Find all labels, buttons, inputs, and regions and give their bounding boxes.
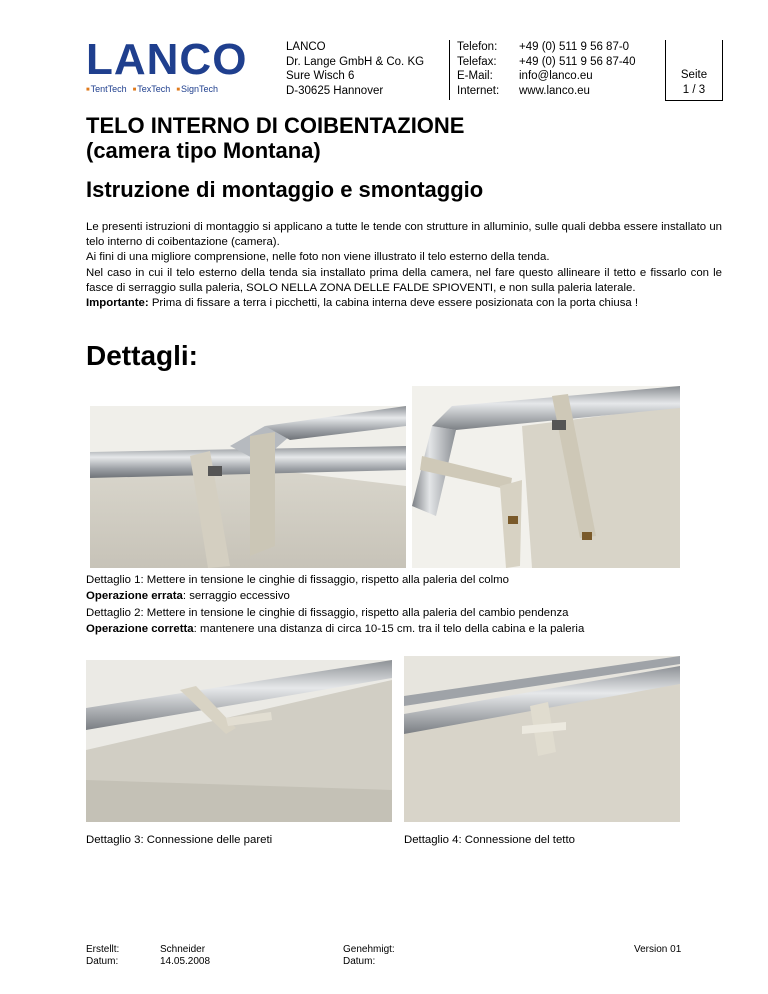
footer-labels xyxy=(86,944,119,968)
approved-date-label: Datum: xyxy=(343,956,376,967)
date-label: Datum: xyxy=(86,956,119,967)
logo-tag-tenttech: ■ TentTech xyxy=(86,84,127,94)
caption-detail-4: Dettaglio 4: Connessione del tetto xyxy=(404,834,575,846)
photo-detail-4 xyxy=(404,656,680,822)
document-title xyxy=(86,113,464,163)
header-divider xyxy=(665,100,723,101)
title-line-1: TELO INTERNO DI COIBENTAZIONE xyxy=(86,113,465,138)
caption-detail-1: Dettaglio 1: Mettere in tensione le cinghie di fissaggio, rispetto alla paleria del colmo xyxy=(86,574,509,586)
approved-label: Genehmigt: xyxy=(343,944,395,955)
created-value: Schneider xyxy=(160,944,206,955)
caption-detail-2: Dettaglio 2: Mettere in tensione le cinghie di fissaggio, rispetto alla paleria del cambio pendenza xyxy=(86,606,569,619)
website-link[interactable]: www.lanco.eu xyxy=(519,84,590,97)
footer-approval xyxy=(343,944,395,968)
paragraph: Nel caso in cui il telo esterno della tenda sia installato prima della camera, nel fare questo allineare il tetto e fissarlo con le fasce di serraggio sulla paleria, SOLO NELLA ZONA DELLE FALDE SPIOVENTI, e non sulla paleria laterale. xyxy=(86,266,722,294)
logo-tag-textech: ■ TexTech xyxy=(133,84,171,94)
important-note xyxy=(86,296,722,311)
correct-label: Operazione corretta xyxy=(86,622,194,635)
wrong-label: Operazione errata xyxy=(86,590,183,603)
important-label: Importante: xyxy=(86,297,149,310)
header-divider xyxy=(665,40,666,100)
contact-label: Internet: xyxy=(457,84,500,97)
header-divider xyxy=(449,40,450,100)
address-line: Dr. Lange GmbH & Co. KG xyxy=(286,55,425,68)
footer-values xyxy=(160,944,210,968)
paragraph: Le presenti istruzioni di montaggio si applicano a tutte le tende con strutture in alluminio, sulle quali debba essere installato un telo interno di coibentazione (camera). xyxy=(86,221,722,249)
photo-detail-3 xyxy=(86,660,392,822)
correct-text: : mantenere una distanza di circa 10-15 cm. tra il telo della cabina e la paleria xyxy=(193,622,585,635)
contact-values xyxy=(519,40,635,98)
phone-value: +49 (0) 511 9 56 87-0 xyxy=(519,41,630,53)
version-label: Version 01 xyxy=(634,944,682,955)
header-divider xyxy=(722,40,723,100)
details-heading: Dettagli: xyxy=(86,340,198,371)
intro-text xyxy=(86,220,722,311)
caption-wrong-operation xyxy=(86,588,584,604)
wrong-text: : serraggio eccessivo xyxy=(182,590,290,603)
page-label: Seite xyxy=(680,69,708,81)
email-link[interactable]: info@lanco.eu xyxy=(519,70,593,83)
page-indicator xyxy=(668,68,720,97)
photo-detail-1 xyxy=(90,406,406,568)
contact-labels xyxy=(457,40,499,98)
address-line: LANCO xyxy=(286,41,326,53)
caption-correct-operation xyxy=(86,621,584,637)
company-address xyxy=(286,40,424,98)
important-text: Prima di fissare a terra i picchetti, la cabina interna deve essere posizionata con la porta chiusa ! xyxy=(148,297,639,310)
created-label: Erstellt: xyxy=(86,944,120,955)
title-line-2: (camera tipo Montana) xyxy=(86,138,321,163)
contact-label: E-Mail: xyxy=(457,70,493,83)
date-value: 14.05.2008 xyxy=(160,956,211,967)
document-subtitle: Istruzione di montaggio e smontaggio xyxy=(86,177,484,202)
company-logo xyxy=(86,35,248,98)
contact-label: Telefax: xyxy=(457,55,497,68)
detail-captions xyxy=(86,572,584,637)
address-line: Sure Wisch 6 xyxy=(286,70,355,83)
contact-label: Telefon: xyxy=(457,41,498,53)
logo-tagline xyxy=(86,84,236,94)
logo-tag-signtech: ■ SignTech xyxy=(176,84,218,94)
paragraph: Ai fini di una migliore comprensione, nelle foto non viene illustrato il telo esterno della tenda. xyxy=(86,251,550,264)
page-number: 1 / 3 xyxy=(682,83,706,96)
address-line: D-30625 Hannover xyxy=(286,84,384,97)
caption-detail-3: Dettaglio 3: Connessione delle pareti xyxy=(86,834,273,846)
fax-value: +49 (0) 511 9 56 87-40 xyxy=(519,55,636,68)
photo-detail-2 xyxy=(412,386,680,568)
logo-wordmark: LANCO xyxy=(86,35,248,84)
